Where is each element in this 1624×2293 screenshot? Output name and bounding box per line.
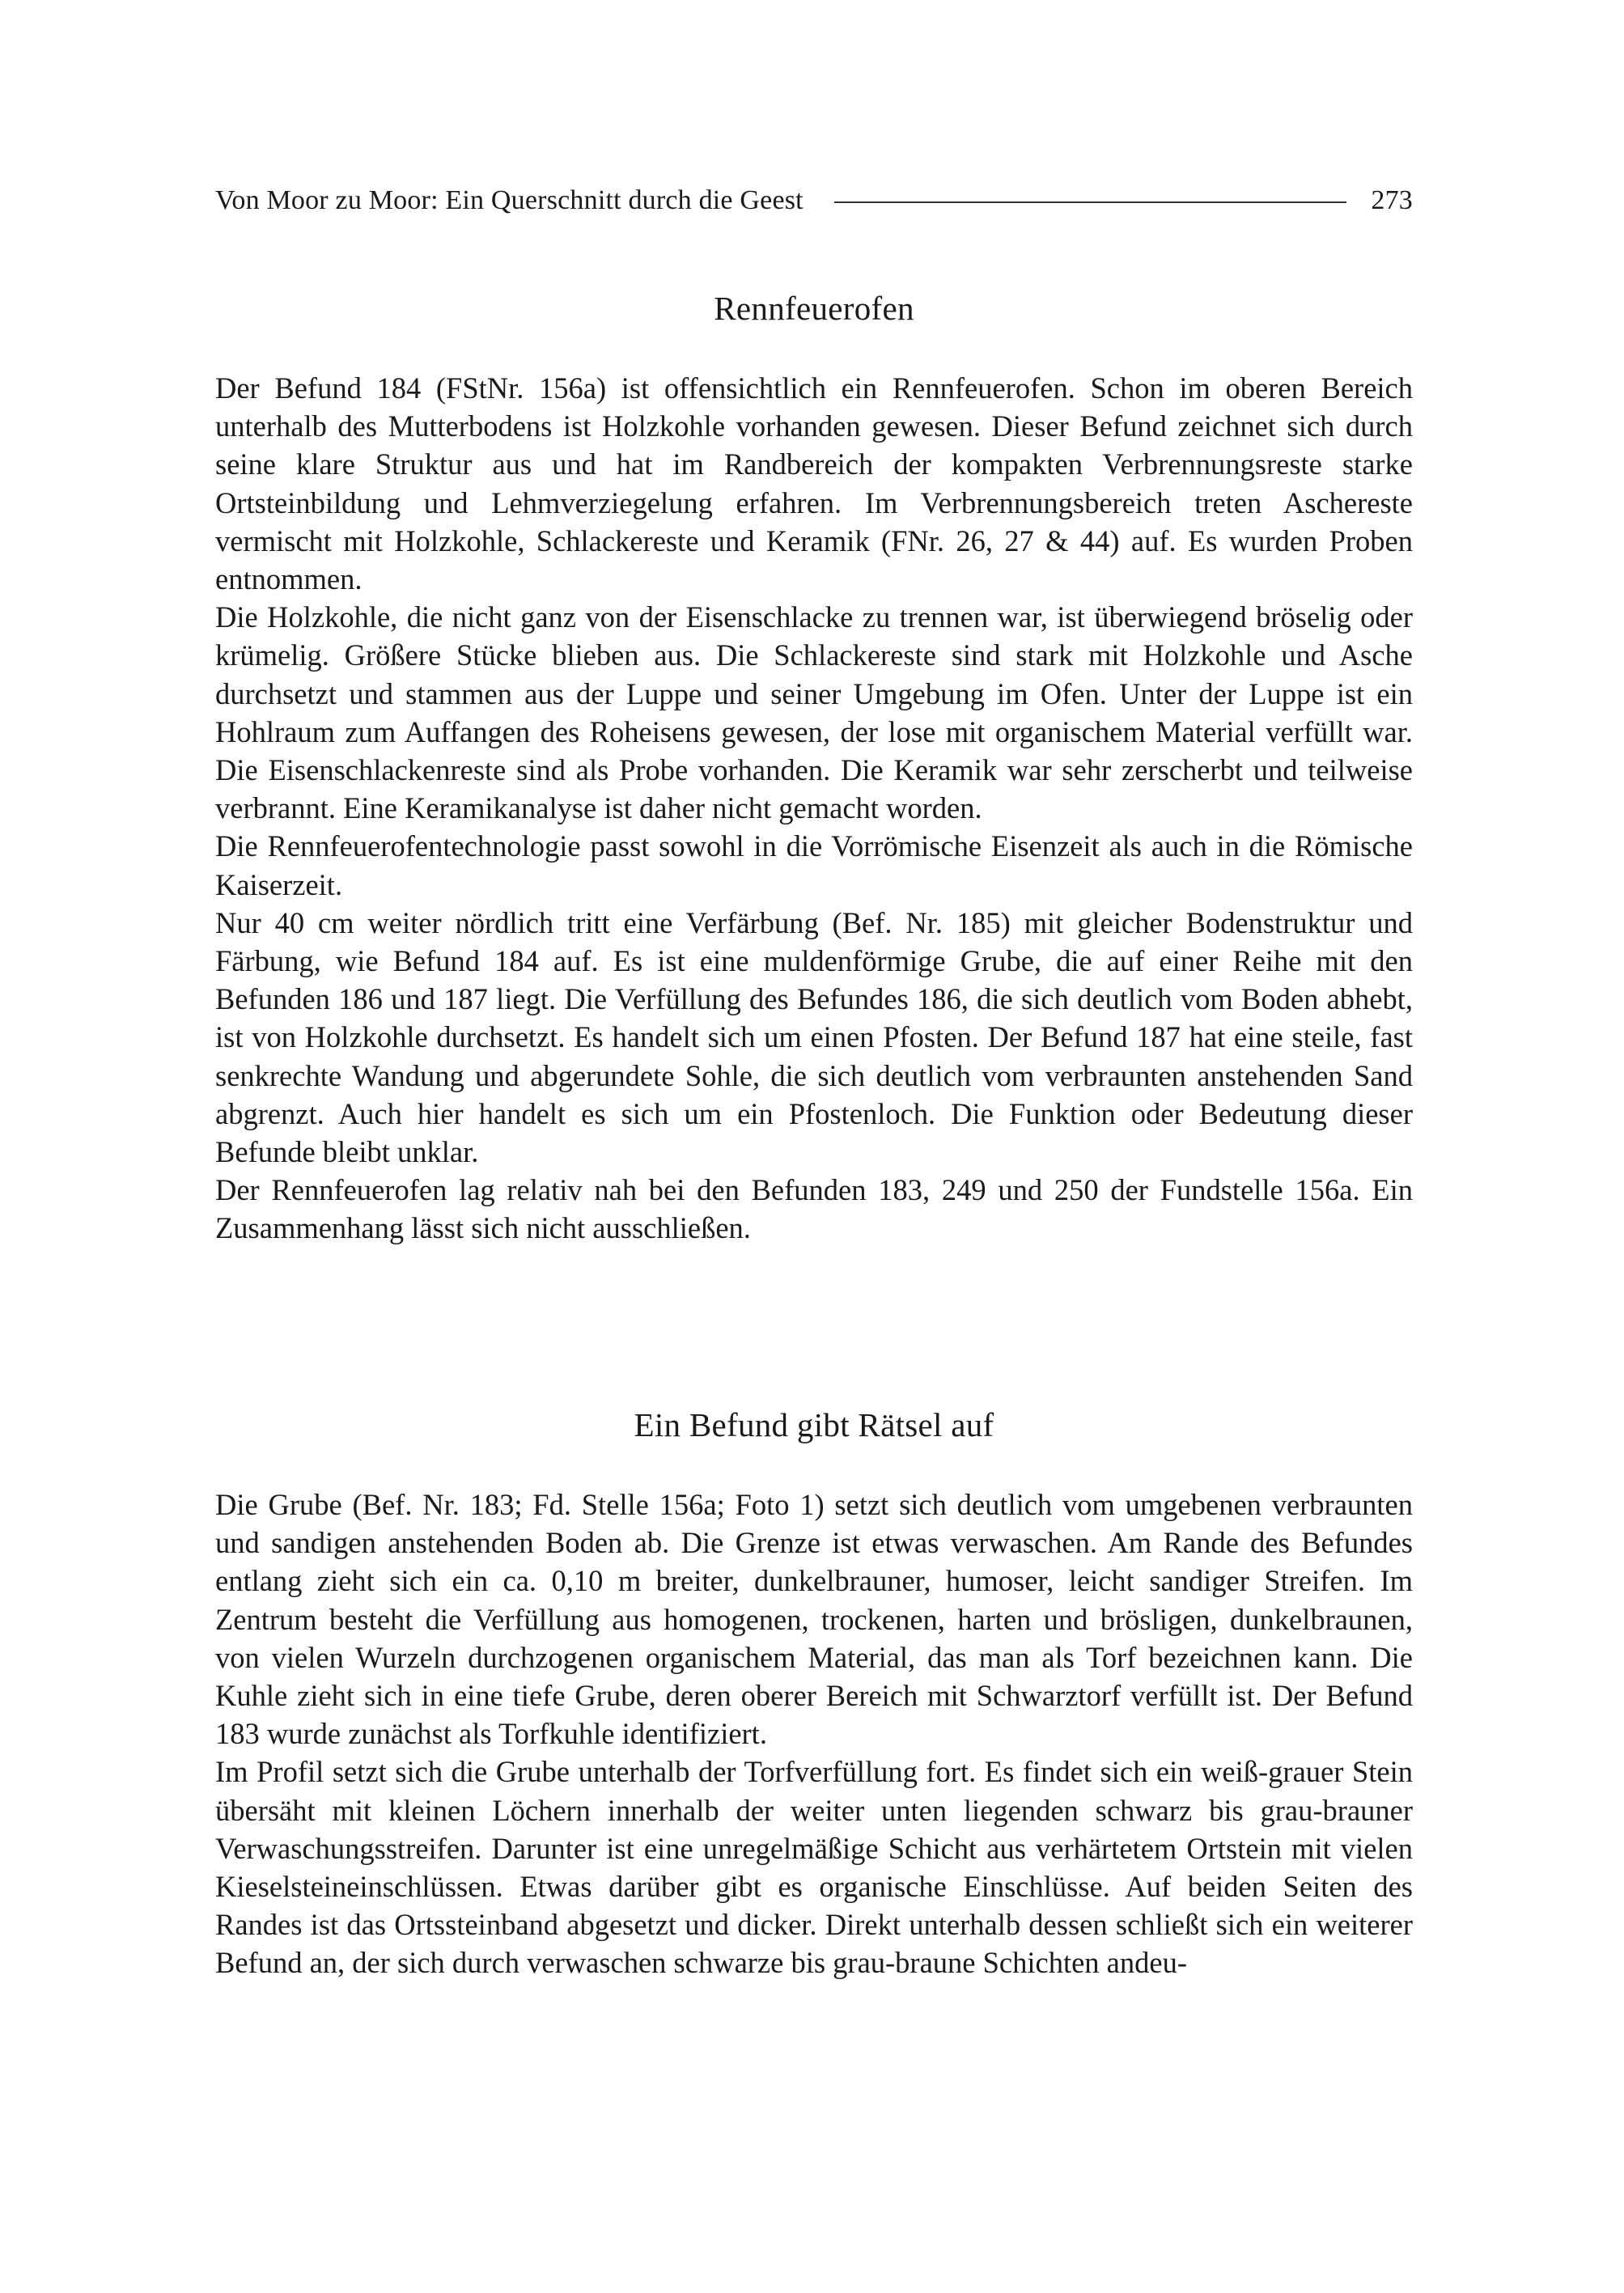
paragraph: Der Rennfeuerofen lag relativ nah bei den Befunden 183, 249 und 250 der Fundstelle 156a. Ein Zusammenhang lässt sich nicht ausschließen.	[215, 1173, 1413, 1245]
page-number: 273	[1371, 185, 1413, 215]
paragraph: Der Befund 184 (FStNr. 156a) ist offensichtlich ein Rennfeuerofen. Schon im oberen Bereich unterhalb des Mutterbodens ist Holzkohle vorhanden gewesen. Dieser Befund zeichnet sich durch seine klare Struktur aus und hat im Randbereich der kompakten Verbrennungsreste starke Ortsteinbildung und Lehmverziegelung erfahren. Im Verbrennungsbereich treten Aschereste vermischt mit Holzkohle, Schlackereste und Keramik (FNr. 26, 27 & 44) auf. Es wurden Proben entnommen.	[215, 371, 1413, 596]
header-rule	[834, 201, 1347, 203]
paragraph: Im Profil setzt sich die Grube unterhalb der Torfverfüllung fort. Es findet sich ein weiß-grauer Stein übersäht mit kleinen Löchern innerhalb der weiter unten liegenden schwarz bis grau-brauner Verwaschungsstreifen. Darunter ist eine unregelmäßige Schicht aus verhärtetem Ortstein mit vielen Kieselsteineinschlüssen. Etwas darüber gibt es organische Einschlüsse. Auf beiden Seiten des Randes ist das Ortssteinband abgesetzt und dicker. Direkt unterhalb dessen schließt sich ein weiterer Befund an, der sich durch verwaschen schwarze bis grau-braune Schichten andeu-	[215, 1755, 1413, 1980]
section-heading-befund-raetsel: Ein Befund gibt Rätsel auf	[634, 1406, 994, 1443]
running-header	[215, 183, 1413, 218]
section-body-rennfeuerofen	[215, 369, 1413, 1248]
document-page	[215, 0, 1413, 2293]
paragraph: Die Grube (Bef. Nr. 183; Fd. Stelle 156a; Foto 1) setzt sich deutlich vom umgebenen verbraunten und sandigen anstehenden Boden ab. Die Grenze ist etwas verwaschen. Am Rande des Befundes entlang zieht sich ein ca. 0,10 m breiter, dunkelbrauner, humoser, leicht sandiger Streifen. Im Zentrum besteht die Verfüllung aus homogenen, trockenen, harten und brösligen, dunkelbraunen, von vielen Wurzeln durchzogenen organischem Material, das man als Torf bezeichnen kann. Die Kuhle zieht sich in eine tiefe Grube, deren oberer Bereich mit Schwarztorf verfüllt ist. Der Befund 183 wurde zunächst als Torfkuhle identifiziert.	[215, 1488, 1413, 1751]
section-heading-rennfeuerofen: Rennfeuerofen	[714, 290, 914, 327]
paragraph: Nur 40 cm weiter nördlich tritt eine Verfärbung (Bef. Nr. 185) mit gleicher Bodenstruktur und Färbung, wie Befund 184 auf. Es ist eine muldenförmige Grube, die auf einer Reihe mit den Befunden 186 und 187 liegt. Die Verfüllung des Befundes 186, die sich deutlich vom Boden abhebt, ist von Holzkohle durchsetzt. Es handelt sich um einen Pfosten. Der Befund 187 hat eine steile, fast senkrechte Wandung und abgerundete Sohle, die sich deutlich vom verbraunten anstehenden Sand abgrenzt. Auch hier handelt es sich um ein Pfostenloch. Die Funktion oder Bedeutung dieser Befunde bleibt unklar.	[215, 905, 1413, 1169]
paragraph: Die Rennfeuerofentechnologie passt sowohl in die Vorrömische Eisenzeit als auch in die Römische Kaiserzeit.	[215, 829, 1413, 901]
section-body-befund-raetsel	[215, 1486, 1413, 1982]
running-header-title: Von Moor zu Moor: Ein Querschnitt durch die Geest	[215, 185, 804, 215]
paragraph: Die Holzkohle, die nicht ganz von der Eisenschlacke zu trennen war, ist überwiegend bröselig oder krümelig. Größere Stücke blieben aus. Die Schlackereste sind stark mit Holzkohle und Asche durchsetzt und stammen aus der Luppe und seiner Umgebung im Ofen. Unter der Luppe ist ein Hohlraum zum Auffangen des Roheisens gewesen, der lose mit organischem Material verfüllt war. Die Eisenschlackenreste sind als Probe vorhanden. Die Keramik war sehr zerscherbt und teilweise verbrannt. Eine Keramikanalyse ist daher nicht gemacht worden.	[215, 600, 1413, 825]
